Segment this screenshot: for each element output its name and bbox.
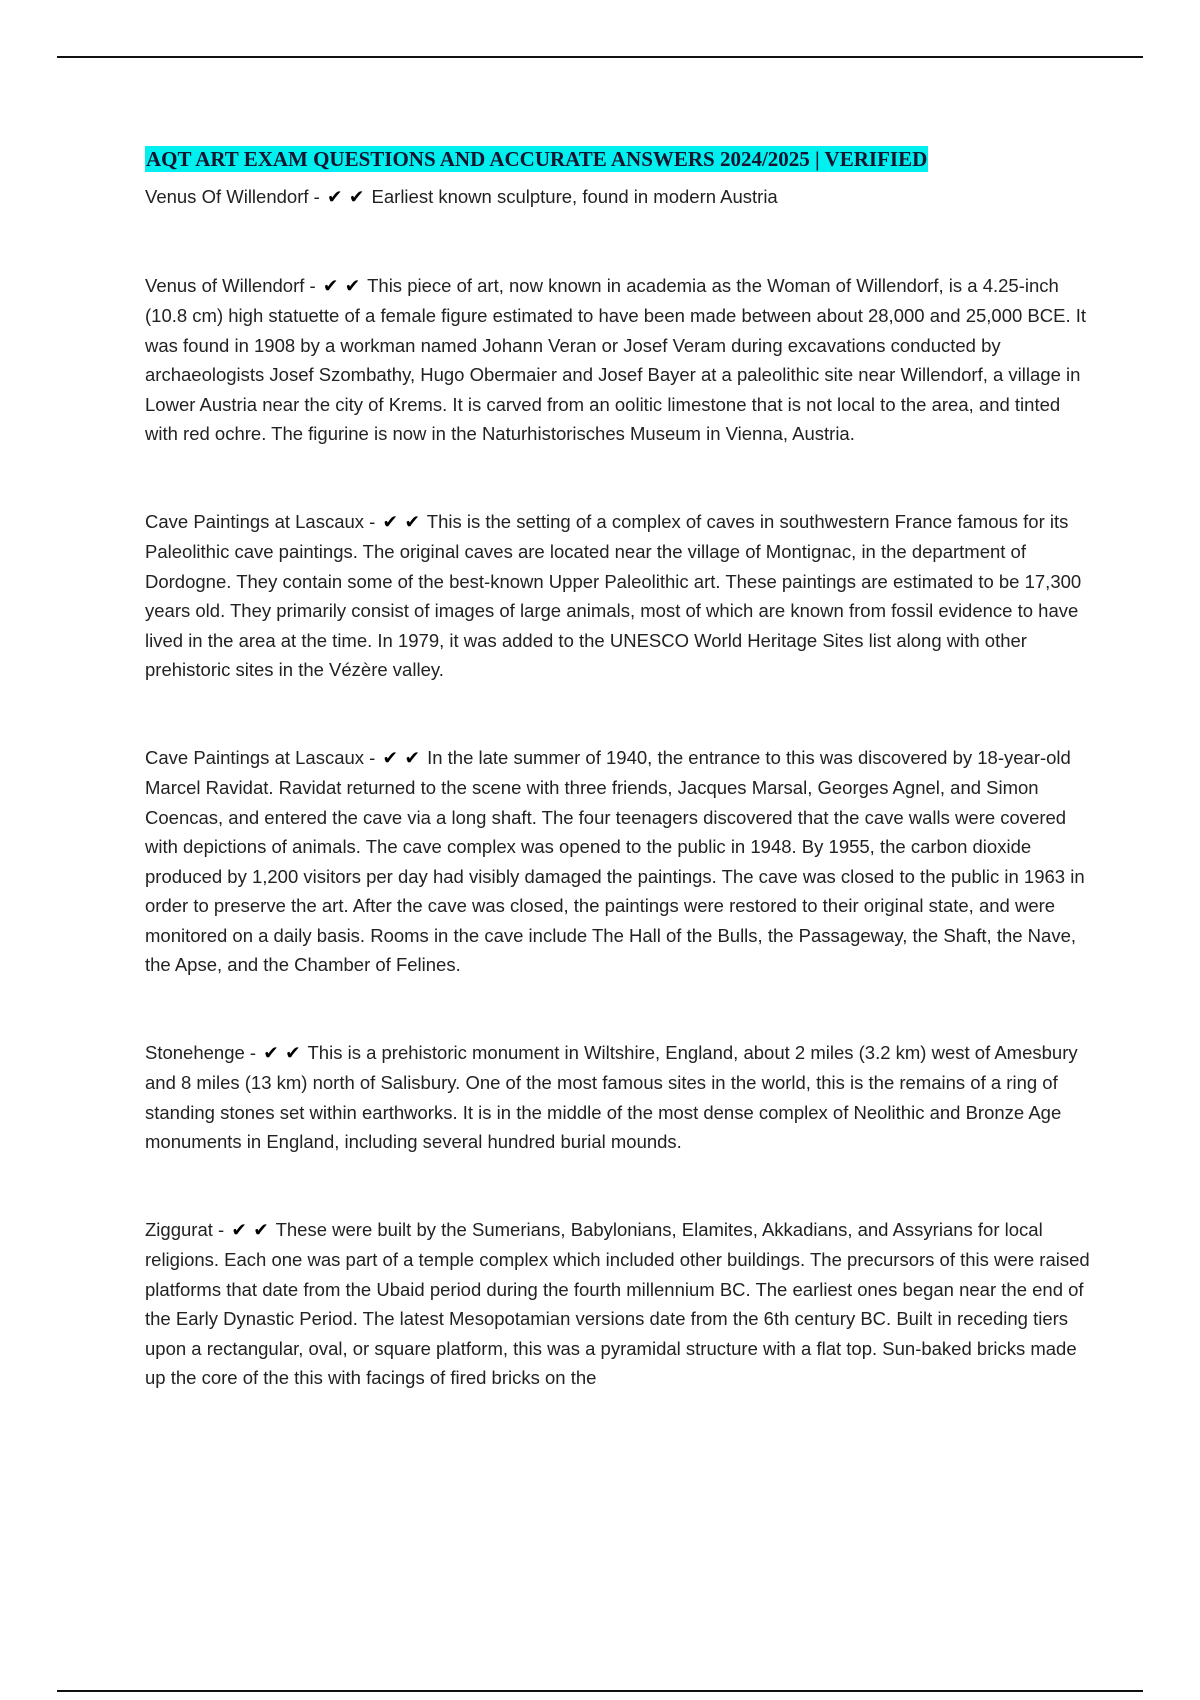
entry-definition: This is the setting of a complex of caves in southwestern France famous for its Paleolithic cave paintings. The original caves are located near the village of Montignac, in the department of Dordogne. They contain some of the best-known Upper Paleolithic art. These paintings are estimated to be 17,300 years old. They primarily consist of images of large animals, most of which are known from fossil evidence to have lived in the area at the time. In 1979, it was added to the UNESCO World Heritage Sites list along with other prehistoric sites in the Vézère valley.: [145, 510, 1082, 680]
page-bottom-rule: [57, 1690, 1143, 1692]
qa-entry: [145, 271, 1091, 449]
check-mark-icon: ✔ ✔: [322, 275, 361, 297]
entry-term: Cave Paintings at Lascaux -: [145, 746, 376, 768]
qa-entry: [145, 1038, 1091, 1157]
document-body: [145, 146, 1091, 1451]
entry-definition: This is a prehistoric monument in Wiltshire, England, about 2 miles (3.2 km) west of Amesbury and 8 miles (13 km) north of Salisbury. One of the most famous sites in the world, this is the remains of a ring of standing stones set within earthworks. It is in the middle of the most dense complex of Neolithic and Bronze Age monuments in England, including several hundred burial mounds.: [145, 1041, 1078, 1152]
check-mark-icon: ✔ ✔: [326, 187, 365, 208]
entry-term: Cave Paintings at Lascaux -: [145, 510, 376, 532]
check-mark-icon: ✔ ✔: [263, 1042, 301, 1064]
check-mark-icon: ✔ ✔: [231, 1219, 269, 1241]
entry-definition: These were built by the Sumerians, Babylonians, Elamites, Akkadians, and Assyrians for local religions. Each one was part of a temple complex which included other buildings. The precursors of this were raised platforms that date from the Ubaid period during the fourth millennium BC. The earliest ones began near the end of the Early Dynastic Period. The latest Mesopotamian versions date from the 6th century BC. Built in receding tiers upon a rectangular, oval, or square platform, this was a pyramidal structure with a flat top. Sun-baked bricks made up the core of the this with facings of fired bricks on the: [145, 1218, 1090, 1388]
entry-term: Ziggurat -: [145, 1218, 225, 1240]
entry-term: Venus of Willendorf -: [145, 274, 316, 296]
qa-entry: [145, 182, 1091, 213]
qa-entry: [145, 507, 1091, 685]
qa-entry: [145, 1215, 1091, 1393]
check-mark-icon: ✔ ✔: [382, 511, 420, 533]
entry-definition: Earliest known sculpture, found in modern Austria: [371, 186, 778, 207]
entry-definition: In the late summer of 1940, the entrance to this was discovered by 18-year-old Marcel Ravidat. Ravidat returned to the scene with three friends, Jacques Marsal, Georges Agnel, and Simon Coencas, and entered the cave via a long shaft. The four teenagers discovered that the cave walls were covered with depictions of animals. The cave complex was opened to the public in 1948. By 1955, the carbon dioxide produced by 1,200 visitors per day had visibly damaged the paintings. The cave was closed to the public in 1963 in order to preserve the art. After the cave was closed, the paintings were restored to their original state, and were monitored on a daily basis. Rooms in the cave include The Hall of the Bulls, the Passageway, the Shaft, the Nave, the Apse, and the Chamber of Felines.: [145, 746, 1085, 975]
document-title: AQT ART EXAM QUESTIONS AND ACCURATE ANSWERS 2024/2025 | VERIFIED: [146, 147, 928, 171]
entry-term: Venus Of Willendorf -: [145, 186, 320, 207]
entry-definition: This piece of art, now known in academia as the Woman of Willendorf, is a 4.25-inch (10.8 cm) high statuette of a female figure estimated to have been made between about 28,000 and 25,000 BCE. It was found in 1908 by a workman named Johann Veran or Josef Veram during excavations conducted by archaeologists Josef Szombathy, Hugo Obermaier and Josef Bayer at a paleolithic site near Willendorf, a village in Lower Austria near the city of Krems. It is carved from an oolitic limestone that is not local to the area, and tinted with red ochre. The figurine is now in the Naturhistorisches Museum in Vienna, Austria.: [145, 274, 1087, 444]
page-top-rule: [57, 56, 1143, 58]
qa-entry: [145, 743, 1091, 980]
check-mark-icon: ✔ ✔: [382, 747, 420, 769]
entry-term: Stonehenge -: [145, 1041, 257, 1063]
